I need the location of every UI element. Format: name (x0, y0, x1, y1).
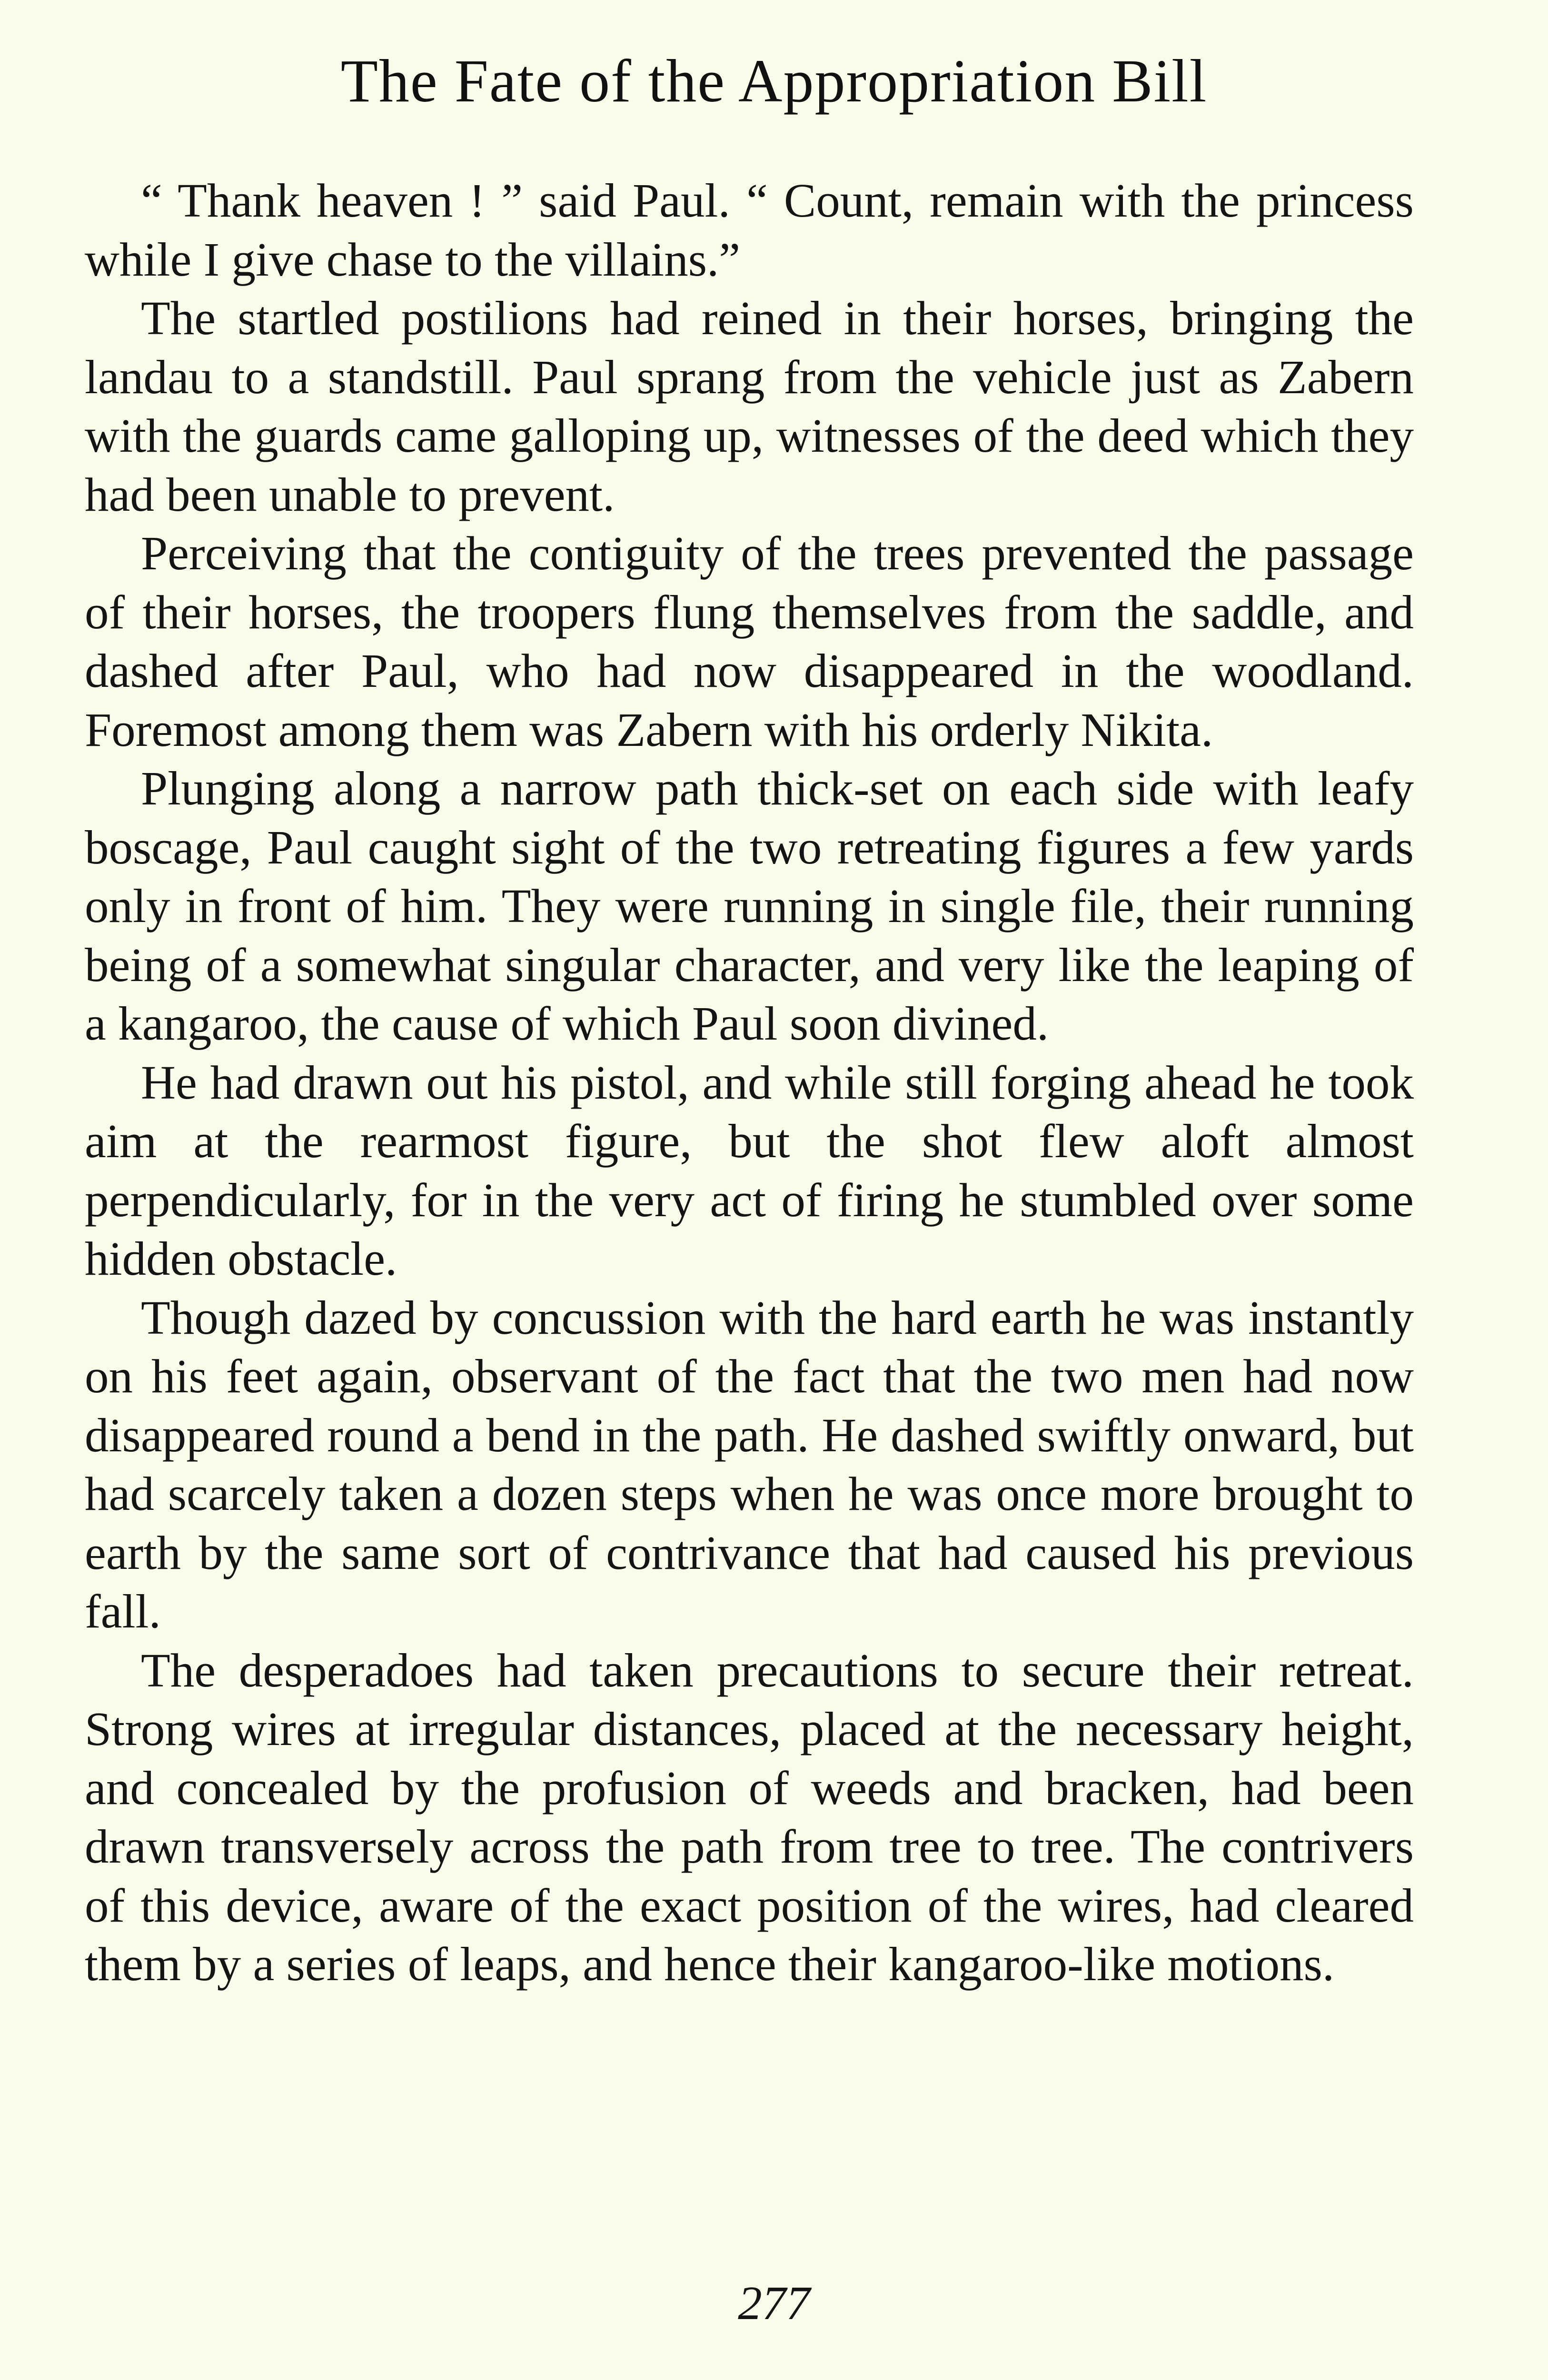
paragraph: He had drawn out his pistol, and while still forging ahead he took aim at the rearmost figure, but the shot flew aloft almost perpendicularly, for in the very act of firing he stumbled over some hidden obstacle. (85, 1055, 1414, 1285)
paragraph: The desperadoes had taken precautions to secure their retreat. Strong wires at irregular distances, placed at the necessary height, and concealed by the profusion of weeds and bracken, had been drawn transversely across the path from tree to tree. The contrivers of this device, aware of the exact position of the wires, had cleared them by a series of leaps, and hence their kangaroo-like motions. (85, 1643, 1414, 1991)
running-head: The Fate of the Appropriation Bill (340, 47, 1208, 115)
body-text (85, 171, 1414, 1994)
paragraph: Perceiving that the contiguity of the trees prevented the passage of their horses, the troopers flung themselves from the saddle, and dashed after Paul, who had now disappeared in the woodland. Foremost among them was Zabern with his orderly Nikita. (85, 526, 1414, 756)
paragraph: Though dazed by concussion with the hard earth he was instantly on his feet again, observant of the fact that the two men had now disappeared round a bend in the path. He dashed swiftly onward, but had scarcely taken a dozen steps when he was once more brought to earth by the same sort of contrivance that had caused his previous fall. (85, 1290, 1414, 1638)
page-number: 277 (738, 2276, 810, 2330)
paragraph: Plunging along a narrow path thick-set on each side with leafy boscage, Paul caught sight of the two retreating figures a few yards only in front of him. They were running in single file, their running being of a somewhat singular character, and very like the leaping of a kangaroo, the cause of which Paul soon divined. (85, 762, 1414, 1050)
paragraph: “ Thank heaven ! ” said Paul. “ Count, remain with the princess while I give chase to the villains.” (85, 174, 1414, 286)
paragraph: The startled postilions had reined in their horses, bringing the landau to a standstill. Paul sprang from the vehicle just as Zabern with the guards came galloping up, witnesses of the deed which they had been unable to prevent. (85, 291, 1414, 521)
